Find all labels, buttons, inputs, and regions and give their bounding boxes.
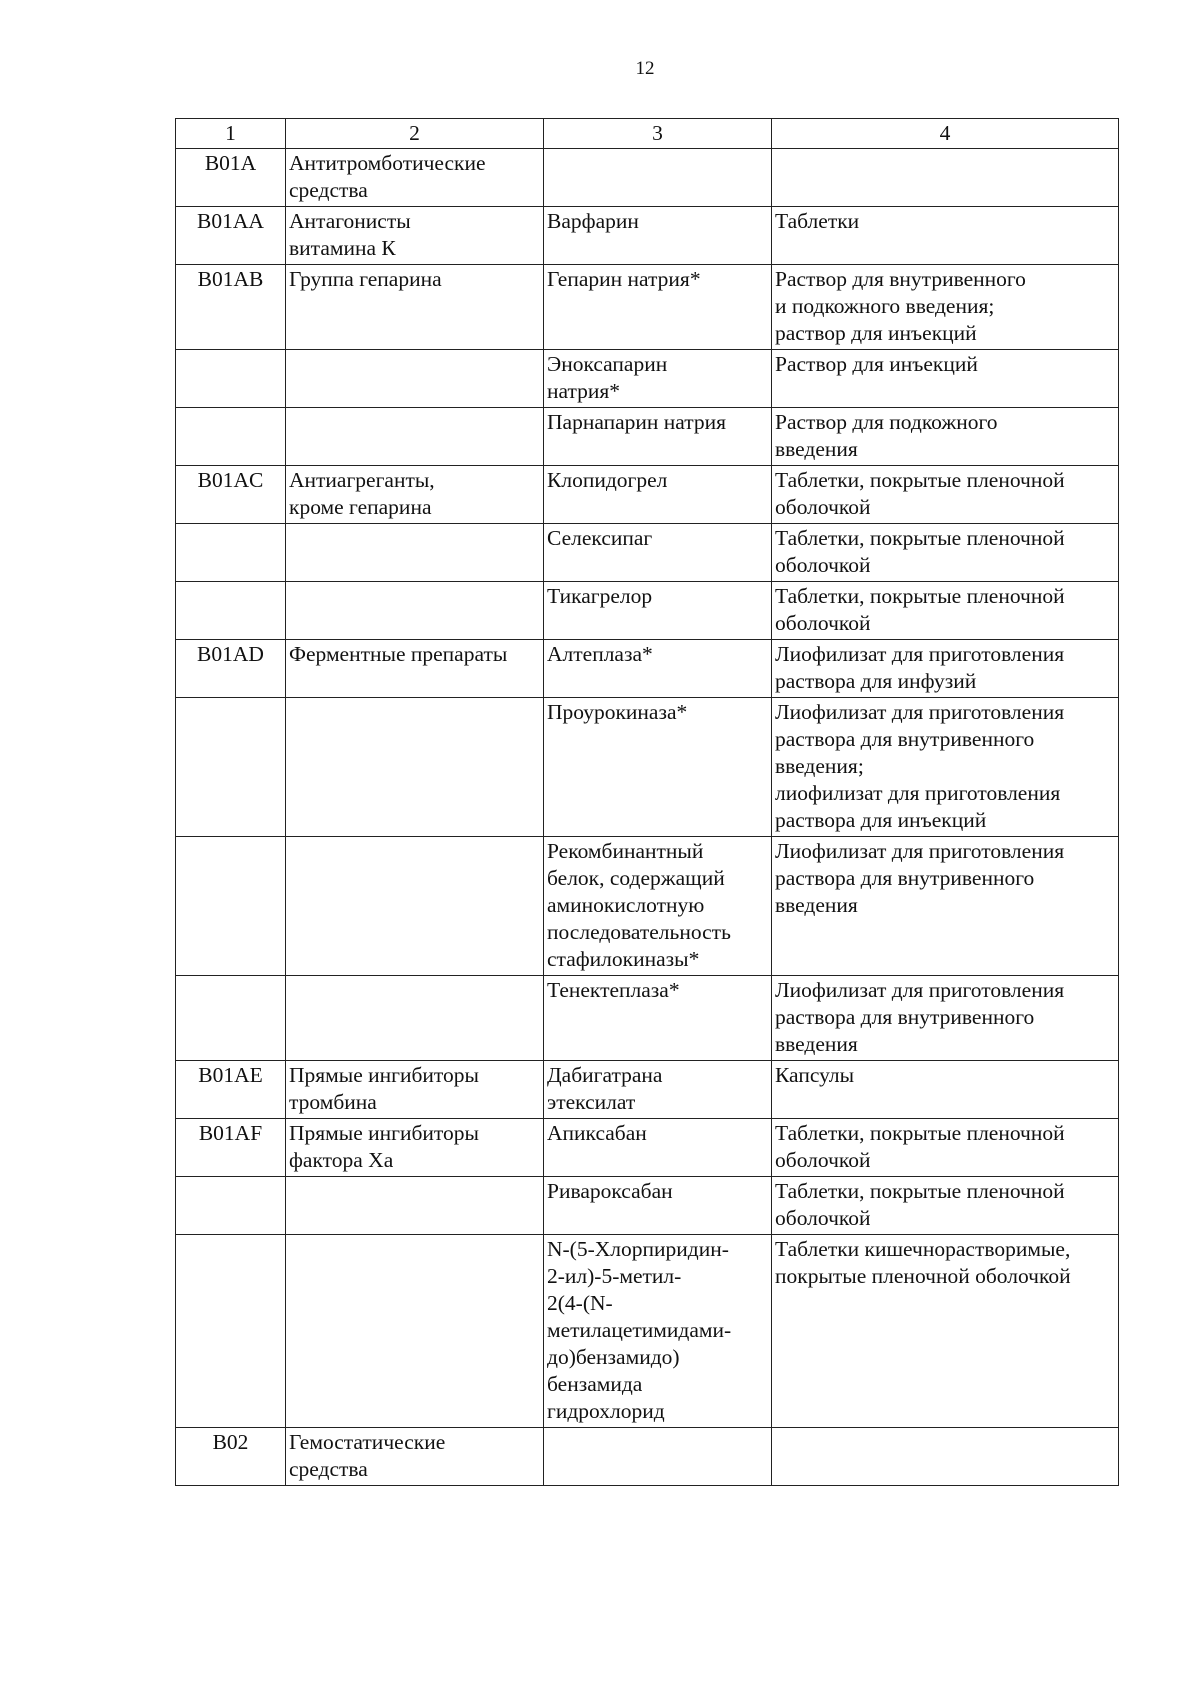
cell-line: Прямые ингибиторы: [289, 1121, 479, 1145]
atc-code-cell: B01AC: [176, 466, 286, 524]
atc-code-cell: [176, 408, 286, 466]
cell-line: раствора для внутривенного: [775, 1005, 1035, 1029]
atc-code-cell: [176, 524, 286, 582]
group-name-cell: [286, 466, 544, 524]
column-header-3: 3: [544, 119, 772, 149]
cell-line: Раствор для инъекций: [775, 352, 978, 376]
table-row: [176, 408, 1119, 466]
cell-line: Алтеплаза*: [547, 642, 653, 666]
drug-name-cell: [544, 1235, 772, 1428]
drug-table: [175, 118, 1119, 1486]
cell-line: и подкожного введения;: [775, 294, 995, 318]
table-row: [176, 1235, 1119, 1428]
dosage-form-cell: [772, 350, 1119, 408]
drug-name-cell: [544, 350, 772, 408]
cell-line: лиофилизат для приготовления: [775, 781, 1061, 805]
group-name-cell: [286, 837, 544, 976]
cell-line: оболочкой: [775, 1148, 871, 1172]
cell-line: Варфарин: [547, 209, 639, 233]
cell-line: Раствор для подкожного: [775, 410, 998, 434]
cell-line: Лиофилизат для приготовления: [775, 839, 1065, 863]
cell-line: Парнапарин натрия: [547, 410, 727, 434]
cell-line: 2-ил)-5-метил-: [547, 1264, 682, 1288]
atc-code-cell: [176, 976, 286, 1061]
dosage-form-cell: [772, 265, 1119, 350]
cell-line: гидрохлорид: [547, 1399, 665, 1423]
dosage-form-cell: [772, 582, 1119, 640]
cell-line: стафилокиназы*: [547, 947, 700, 971]
cell-line: Гемостатические: [289, 1430, 446, 1454]
atc-code-cell: B01AB: [176, 265, 286, 350]
drug-name-cell: [544, 265, 772, 350]
cell-line: введения: [775, 437, 858, 461]
atc-code-cell: [176, 350, 286, 408]
cell-line: средства: [289, 1457, 368, 1481]
group-name-cell: [286, 1177, 544, 1235]
group-name-cell: [286, 265, 544, 350]
cell-line: Прямые ингибиторы: [289, 1063, 479, 1087]
cell-line: 2(4-(N-: [547, 1291, 613, 1315]
cell-line: оболочкой: [775, 495, 871, 519]
table-row: [176, 698, 1119, 837]
atc-code-cell: B01AF: [176, 1119, 286, 1177]
table-header-row: [176, 119, 1119, 149]
atc-code-cell: [176, 1177, 286, 1235]
cell-line: введения;: [775, 754, 864, 778]
group-name-cell: [286, 524, 544, 582]
cell-line: Ферментные препараты: [289, 642, 508, 666]
drug-name-cell: [544, 408, 772, 466]
cell-line: Тенектеплаза*: [547, 978, 680, 1002]
dosage-form-cell: [772, 1235, 1119, 1428]
cell-line: Рекомбинантный: [547, 839, 704, 863]
cell-line: раствора для инъекций: [775, 808, 987, 832]
cell-line: до)бензамидо): [547, 1345, 680, 1369]
cell-line: оболочкой: [775, 1206, 871, 1230]
cell-line: Антиагреганты,: [289, 468, 435, 492]
cell-line: натрия*: [547, 379, 621, 403]
cell-line: Лиофилизат для приготовления: [775, 642, 1065, 666]
group-name-cell: [286, 408, 544, 466]
dosage-form-cell: [772, 149, 1119, 207]
atc-code-cell: [176, 837, 286, 976]
cell-line: Ривароксабан: [547, 1179, 673, 1203]
table-row: [176, 265, 1119, 350]
group-name-cell: [286, 640, 544, 698]
drug-name-cell: [544, 207, 772, 265]
dosage-form-cell: [772, 837, 1119, 976]
atc-code-cell: B01AA: [176, 207, 286, 265]
cell-line: Антитромботические: [289, 151, 486, 175]
table-row: [176, 837, 1119, 976]
atc-code-cell: B01A: [176, 149, 286, 207]
cell-line: Дабигатрана: [547, 1063, 663, 1087]
cell-line: средства: [289, 178, 368, 202]
cell-line: Таблетки, покрытые пленочной: [775, 526, 1065, 550]
table-row: [176, 1119, 1119, 1177]
dosage-form-cell: [772, 698, 1119, 837]
drug-name-cell: [544, 1428, 772, 1486]
cell-line: Капсулы: [775, 1063, 855, 1087]
table-row: [176, 1428, 1119, 1486]
drug-name-cell: [544, 1119, 772, 1177]
cell-line: Антагонисты: [289, 209, 411, 233]
cell-line: метилацетимидами-: [547, 1318, 732, 1342]
page-number: 12: [635, 58, 655, 79]
cell-line: Группа гепарина: [289, 267, 442, 291]
cell-line: аминокислотную: [547, 893, 705, 917]
table-row: [176, 350, 1119, 408]
cell-line: раствора для внутривенного: [775, 866, 1035, 890]
cell-line: Таблетки: [775, 209, 860, 233]
atc-code-cell: [176, 1235, 286, 1428]
drug-name-cell: [544, 149, 772, 207]
group-name-cell: [286, 698, 544, 837]
drug-name-cell: [544, 582, 772, 640]
cell-line: бензамида: [547, 1372, 643, 1396]
table-row: [176, 582, 1119, 640]
cell-line: раствор для инъекций: [775, 321, 977, 345]
cell-line: Клопидогрел: [547, 468, 668, 492]
cell-line: кроме гепарина: [289, 495, 432, 519]
cell-line: Лиофилизат для приготовления: [775, 700, 1065, 724]
table-row: [176, 466, 1119, 524]
cell-line: фактора Xa: [289, 1148, 394, 1172]
group-name-cell: [286, 1119, 544, 1177]
drug-name-cell: [544, 1177, 772, 1235]
cell-line: Тикагрелор: [547, 584, 653, 608]
group-name-cell: [286, 1061, 544, 1119]
drug-name-cell: [544, 640, 772, 698]
drug-name-cell: [544, 524, 772, 582]
dosage-form-cell: [772, 1177, 1119, 1235]
group-name-cell: [286, 1428, 544, 1486]
group-name-cell: [286, 1235, 544, 1428]
dosage-form-cell: [772, 524, 1119, 582]
atc-code-cell: B01AD: [176, 640, 286, 698]
table-body: [176, 119, 1119, 1486]
cell-line: оболочкой: [775, 611, 871, 635]
table-row: [176, 1061, 1119, 1119]
group-name-cell: [286, 350, 544, 408]
atc-code-cell: B02: [176, 1428, 286, 1486]
atc-code-cell: [176, 698, 286, 837]
cell-line: Таблетки, покрытые пленочной: [775, 468, 1065, 492]
cell-line: введения: [775, 893, 858, 917]
dosage-form-cell: [772, 207, 1119, 265]
dosage-form-cell: [772, 466, 1119, 524]
column-header-1: 1: [176, 119, 286, 149]
cell-line: введения: [775, 1032, 858, 1056]
column-header-2: 2: [286, 119, 544, 149]
cell-line: Гепарин натрия*: [547, 267, 701, 291]
cell-line: последовательность: [547, 920, 731, 944]
table-row: [176, 640, 1119, 698]
cell-line: N-(5-Хлорпиридин-: [547, 1237, 729, 1261]
dosage-form-cell: [772, 976, 1119, 1061]
table-row: [176, 207, 1119, 265]
table-row: [176, 976, 1119, 1061]
column-header-4: 4: [772, 119, 1119, 149]
cell-line: этексилат: [547, 1090, 636, 1114]
drug-name-cell: [544, 466, 772, 524]
dosage-form-cell: [772, 1061, 1119, 1119]
drug-name-cell: [544, 976, 772, 1061]
drug-name-cell: [544, 837, 772, 976]
cell-line: Таблетки кишечнорастворимые,: [775, 1237, 1071, 1261]
drug-name-cell: [544, 698, 772, 837]
dosage-form-cell: [772, 1428, 1119, 1486]
cell-line: раствора для инфузий: [775, 669, 977, 693]
cell-line: Раствор для внутривенного: [775, 267, 1026, 291]
cell-line: раствора для внутривенного: [775, 727, 1035, 751]
group-name-cell: [286, 149, 544, 207]
group-name-cell: [286, 207, 544, 265]
dosage-form-cell: [772, 640, 1119, 698]
atc-code-cell: B01AE: [176, 1061, 286, 1119]
cell-line: Таблетки, покрытые пленочной: [775, 584, 1065, 608]
cell-line: покрытые пленочной оболочкой: [775, 1264, 1071, 1288]
drug-name-cell: [544, 1061, 772, 1119]
cell-line: Таблетки, покрытые пленочной: [775, 1121, 1065, 1145]
dosage-form-cell: [772, 1119, 1119, 1177]
cell-line: Апиксабан: [547, 1121, 647, 1145]
cell-line: оболочкой: [775, 553, 871, 577]
cell-line: Проурокиназа*: [547, 700, 688, 724]
table-row: [176, 524, 1119, 582]
table-row: [176, 1177, 1119, 1235]
cell-line: тромбина: [289, 1090, 377, 1114]
dosage-form-cell: [772, 408, 1119, 466]
cell-line: витамина К: [289, 236, 396, 260]
group-name-cell: [286, 976, 544, 1061]
cell-line: Таблетки, покрытые пленочной: [775, 1179, 1065, 1203]
cell-line: Селексипаг: [547, 526, 653, 550]
cell-line: Лиофилизат для приготовления: [775, 978, 1065, 1002]
atc-code-cell: [176, 582, 286, 640]
cell-line: белок, содержащий: [547, 866, 725, 890]
group-name-cell: [286, 582, 544, 640]
table-row: [176, 149, 1119, 207]
cell-line: Эноксапарин: [547, 352, 668, 376]
